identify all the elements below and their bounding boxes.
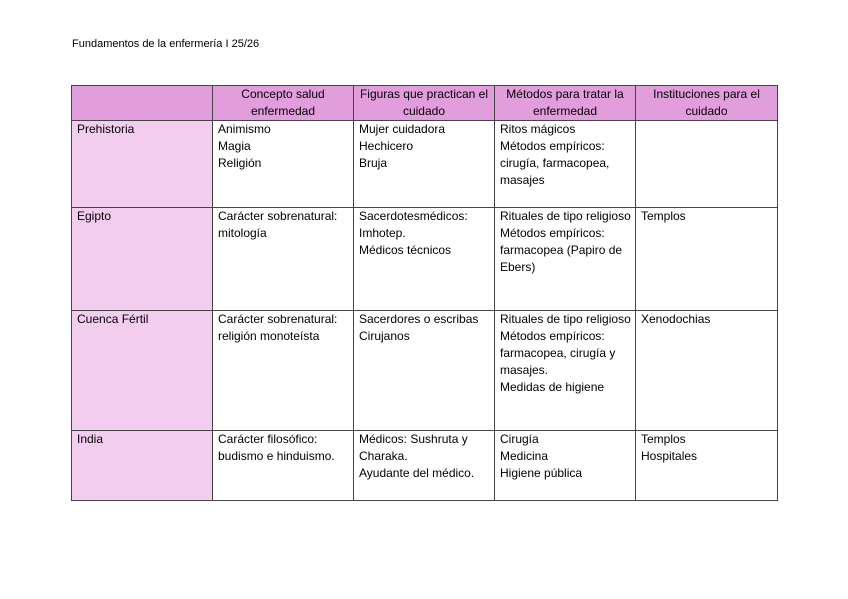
figuras-item: Cirujanos	[359, 329, 410, 343]
figuras-item: Mujer cuidadora	[359, 122, 446, 136]
row-label-cell	[72, 431, 213, 501]
figuras-cell	[354, 431, 495, 501]
row-label-cell	[72, 208, 213, 311]
metodos-item: Medidas de higiene	[500, 380, 605, 394]
instituciones-cell	[636, 208, 778, 311]
header-cell-instituciones: Instituciones para el cuidado	[636, 86, 778, 121]
concepto-item: Carácter sobrenatural: mitología	[218, 209, 338, 240]
concepto-item: Carácter sobrenatural: religión monoteísta	[218, 312, 338, 343]
figuras-item: Hechicero	[359, 139, 414, 153]
figuras-item: Sacerdotesmédicos:	[359, 209, 468, 223]
metodos-item: Ritos mágicos	[500, 122, 576, 136]
instituciones-cell	[636, 311, 778, 431]
metodos-item: Cirugía	[500, 432, 539, 446]
metodos-item: Métodos empíricos: cirugía, farmacopea, masajes	[500, 139, 610, 187]
metodos-item: Métodos empíricos: farmacopea (Papiro de Ebers)	[500, 226, 623, 274]
table-header-row	[72, 86, 778, 121]
instituciones-item: Templos	[641, 432, 686, 446]
table-row	[72, 311, 778, 431]
header-cell-empty	[72, 86, 213, 121]
row-label: Prehistoria	[77, 122, 135, 136]
figuras-cell	[354, 208, 495, 311]
header-cell-metodos: Métodos para tratar la enfermedad	[495, 86, 636, 121]
metodos-item: Medicina	[500, 449, 549, 463]
metodos-item: Higiene pública	[500, 466, 583, 480]
row-label-cell	[72, 121, 213, 208]
instituciones-item: Hospitales	[641, 449, 698, 463]
metodos-cell	[495, 121, 636, 208]
figuras-item: Médicos: Sushruta y Charaka.	[359, 432, 468, 463]
concepto-cell	[213, 208, 354, 311]
metodos-item: Métodos empíricos: farmacopea, cirugía y masajes.	[500, 329, 616, 377]
figuras-item: Médicos técnicos	[359, 243, 452, 257]
history-table	[71, 85, 778, 501]
instituciones-cell	[636, 431, 778, 501]
header-cell-concepto: Concepto salud enfermedad	[213, 86, 354, 121]
figuras-item: Sacerdores o escribas	[359, 312, 479, 326]
concepto-item: Animismo	[218, 122, 271, 136]
instituciones-item: Templos	[641, 209, 686, 223]
table-row	[72, 208, 778, 311]
concepto-item: Magia	[218, 139, 251, 153]
instituciones-item: Xenodochias	[641, 312, 711, 326]
document-header: Fundamentos de la enfermería I 25/26	[72, 38, 260, 50]
metodos-cell	[495, 208, 636, 311]
table-row	[72, 431, 778, 501]
figuras-item: Ayudante del médico.	[359, 466, 475, 480]
concepto-item: Carácter filosófico: budismo e hinduismo.	[218, 432, 335, 463]
metodos-cell	[495, 311, 636, 431]
concepto-cell	[213, 121, 354, 208]
concepto-item: Religión	[218, 156, 262, 170]
instituciones-cell	[636, 121, 778, 208]
row-label: Cuenca Fértil	[77, 312, 149, 326]
figuras-item: Imhotep.	[359, 226, 406, 240]
metodos-item: Rituales de tipo religioso	[500, 312, 631, 326]
metodos-cell	[495, 431, 636, 501]
concepto-cell	[213, 431, 354, 501]
concepto-cell	[213, 311, 354, 431]
header-cell-figuras: Figuras que practican el cuidado	[354, 86, 495, 121]
figuras-item: Bruja	[359, 156, 388, 170]
table-row	[72, 121, 778, 208]
figuras-cell	[354, 121, 495, 208]
row-label-cell	[72, 311, 213, 431]
row-label: India	[77, 432, 104, 446]
row-label: Egipto	[77, 209, 112, 223]
metodos-item: Rituales de tipo religioso	[500, 209, 631, 223]
figuras-cell	[354, 311, 495, 431]
